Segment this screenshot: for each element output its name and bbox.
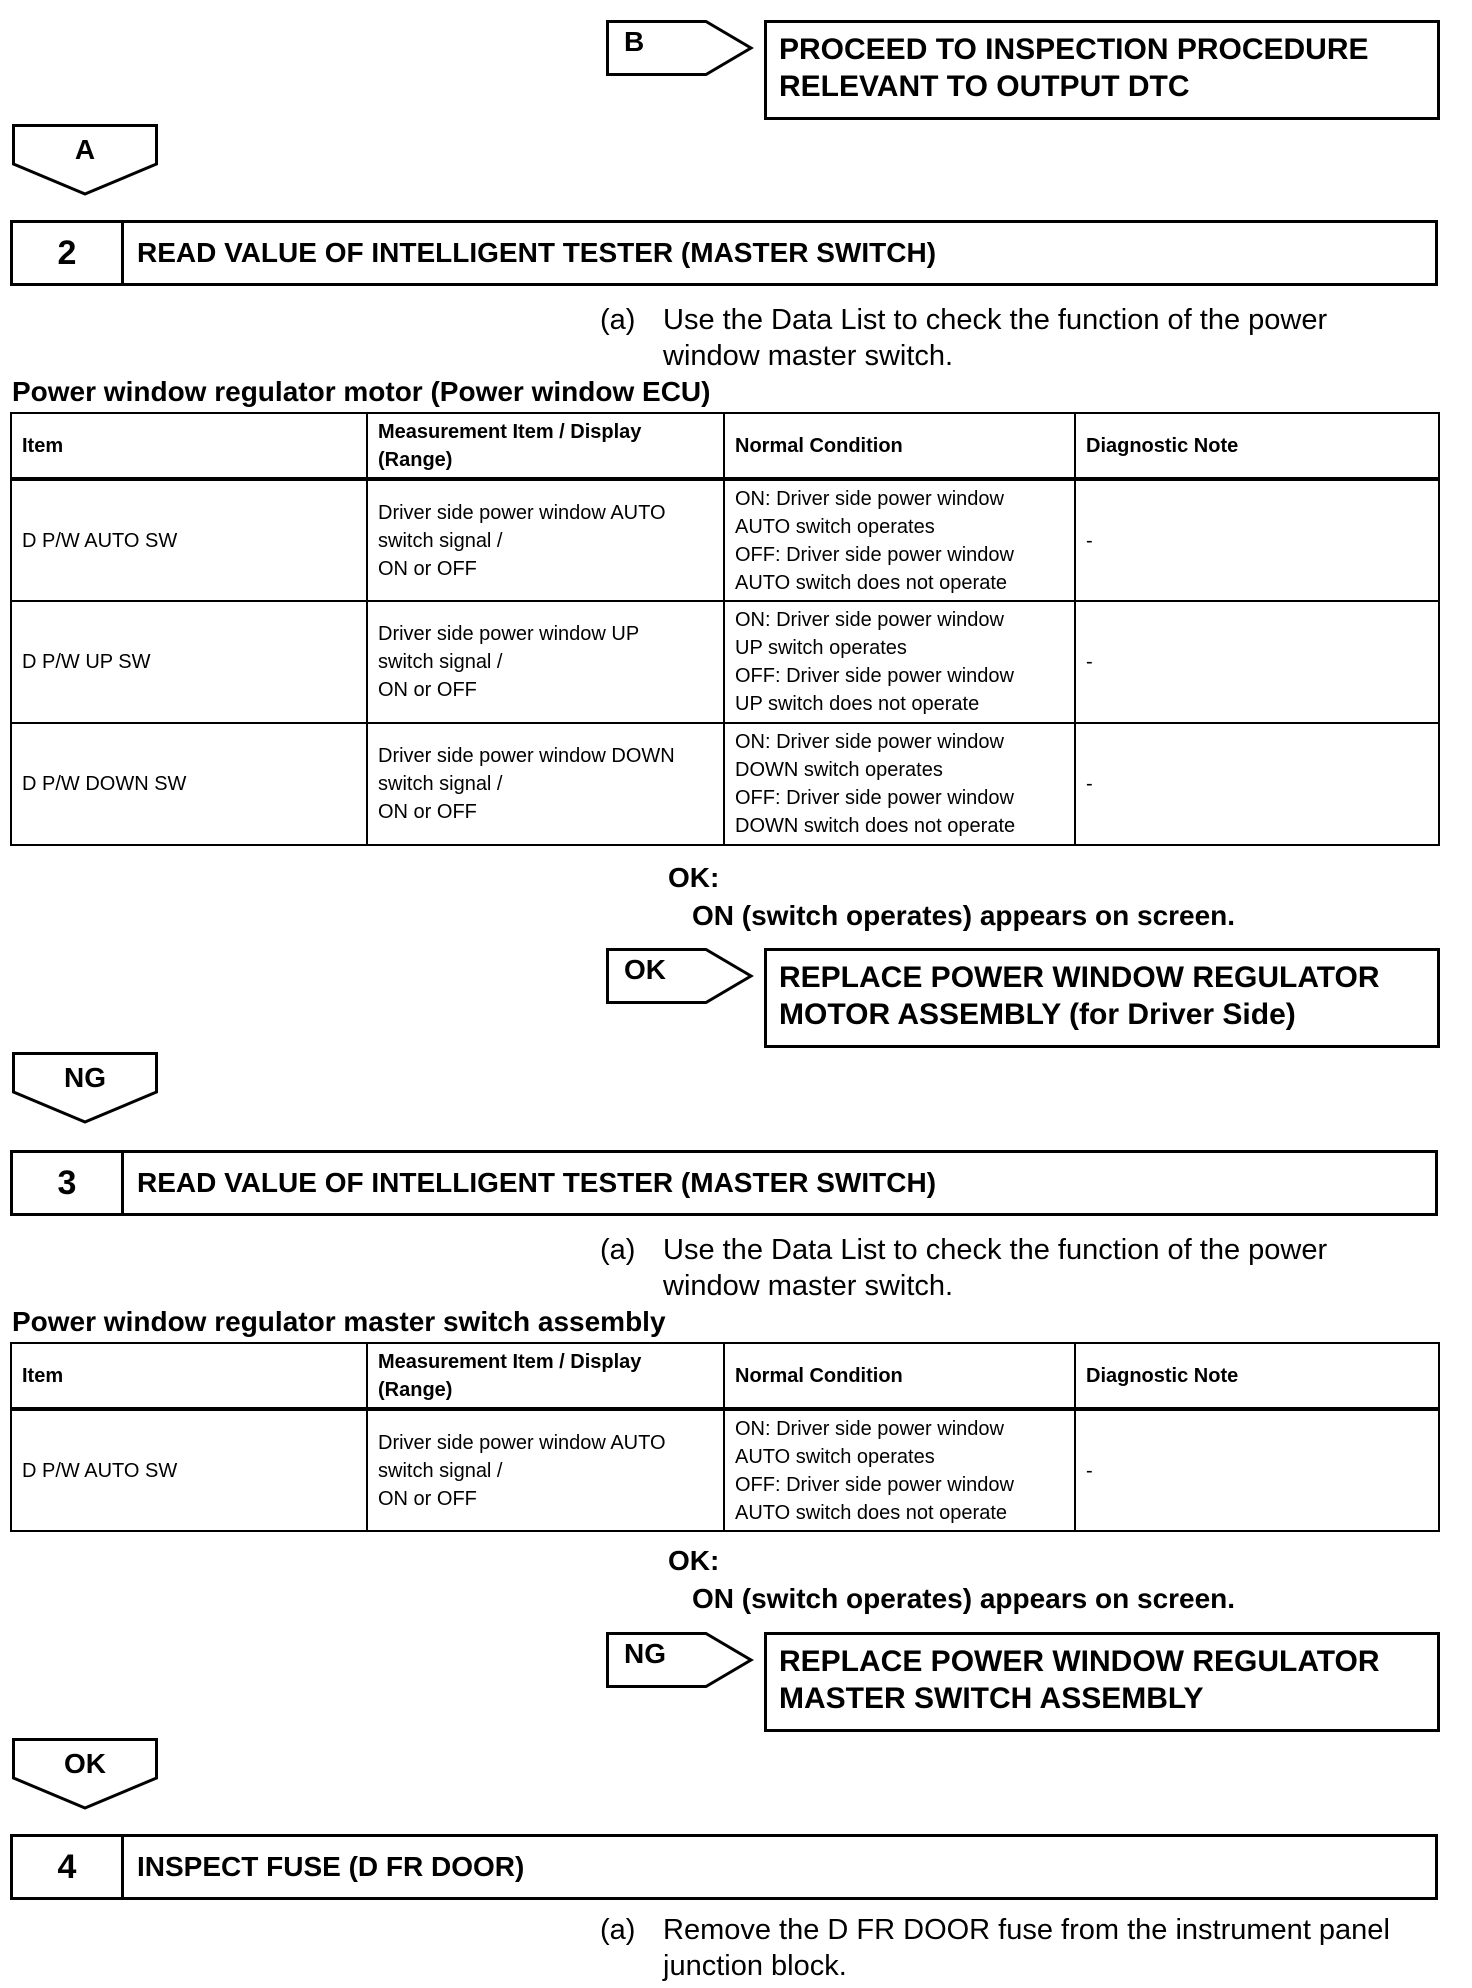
col-header-diagnostic-note: Diagnostic Note bbox=[1075, 1343, 1439, 1409]
proceed-result-box bbox=[764, 20, 1440, 120]
table-row bbox=[11, 1409, 1439, 1531]
table-row bbox=[11, 723, 1439, 845]
cell-note: - bbox=[1075, 1409, 1439, 1531]
table-row bbox=[11, 601, 1439, 723]
cell-item: D P/W AUTO SW bbox=[11, 479, 367, 601]
instruction-line: junction block. bbox=[663, 1950, 847, 1982]
table-header-row bbox=[11, 413, 1439, 479]
flow-tag-label: A bbox=[74, 134, 96, 165]
instruction-label: (a) bbox=[600, 1234, 636, 1266]
step-number: 4 bbox=[13, 1837, 124, 1897]
cell-measurement: Driver side power window DOWN switch signal / ON or OFF bbox=[367, 723, 724, 845]
replace-motor-result-box bbox=[764, 948, 1440, 1048]
step-2-data-table bbox=[10, 412, 1440, 846]
instruction-label: (a) bbox=[600, 1914, 636, 1946]
instruction-line: window master switch. bbox=[663, 1270, 954, 1302]
flow-tag-label: NG bbox=[624, 1638, 666, 1669]
step-4-header bbox=[10, 1834, 1438, 1900]
flow-tag-label: NG bbox=[64, 1062, 106, 1093]
cell-item: D P/W DOWN SW bbox=[11, 723, 367, 845]
step-3-header bbox=[10, 1150, 1438, 1216]
flow-down-tag-ok bbox=[12, 1738, 158, 1810]
step-2-table-title: Power window regulator motor (Power window ECU) bbox=[12, 376, 711, 407]
table-row bbox=[11, 479, 1439, 601]
result-line: MOTOR ASSEMBLY (for Driver Side) bbox=[779, 998, 1296, 1031]
step-number: 2 bbox=[13, 223, 124, 283]
step-3-ok-heading: OK: bbox=[668, 1545, 720, 1576]
flow-tag-label: B bbox=[624, 26, 645, 57]
flow-tag-label: OK bbox=[64, 1748, 106, 1779]
step-3-ok-text: ON (switch operates) appears on screen. bbox=[692, 1583, 1236, 1614]
flow-tag-ok bbox=[606, 948, 756, 1004]
table-header-row bbox=[11, 1343, 1439, 1409]
step-title: READ VALUE OF INTELLIGENT TESTER (MASTER SWITCH) bbox=[137, 1167, 937, 1198]
cell-condition: ON: Driver side power window DOWN switch operates OFF: Driver side power window DOWN switch does not operate bbox=[724, 723, 1075, 845]
step-3-data-table bbox=[10, 1342, 1440, 1532]
instruction-line: Remove the D FR DOOR fuse from the instrument panel bbox=[663, 1914, 1390, 1946]
cell-measurement: Driver side power window UP switch signal / ON or OFF bbox=[367, 601, 724, 723]
step-2-header bbox=[10, 220, 1438, 286]
col-header-normal-condition: Normal Condition bbox=[724, 1343, 1075, 1409]
cell-note: - bbox=[1075, 601, 1439, 723]
col-header-normal-condition: Normal Condition bbox=[724, 413, 1075, 479]
instruction-line: Use the Data List to check the function of the power bbox=[663, 1234, 1328, 1266]
col-header-item: Item bbox=[11, 413, 367, 479]
cell-item: D P/W AUTO SW bbox=[11, 1409, 367, 1531]
col-header-measurement: Measurement Item / Display (Range) bbox=[367, 413, 724, 479]
result-line: MASTER SWITCH ASSEMBLY bbox=[779, 1682, 1204, 1715]
result-line: REPLACE POWER WINDOW REGULATOR bbox=[779, 1645, 1380, 1678]
instruction-line: window master switch. bbox=[663, 340, 954, 372]
flow-tag-b bbox=[606, 20, 756, 76]
flow-tag-label: OK bbox=[624, 954, 666, 985]
step-number: 3 bbox=[13, 1153, 124, 1213]
step-2-instruction bbox=[600, 302, 1430, 376]
cell-condition: ON: Driver side power window UP switch operates OFF: Driver side power window UP switch does not operate bbox=[724, 601, 1075, 723]
col-header-diagnostic-note: Diagnostic Note bbox=[1075, 413, 1439, 479]
cell-measurement: Driver side power window AUTO switch signal / ON or OFF bbox=[367, 479, 724, 601]
step-2-ok-heading: OK: bbox=[668, 862, 720, 893]
step-2-ok-text: ON (switch operates) appears on screen. bbox=[692, 900, 1236, 931]
flow-down-tag-ng bbox=[12, 1052, 158, 1124]
cell-measurement: Driver side power window AUTO switch signal / ON or OFF bbox=[367, 1409, 724, 1531]
col-header-item: Item bbox=[11, 1343, 367, 1409]
flow-tag-ng bbox=[606, 1632, 756, 1688]
cell-condition: ON: Driver side power window AUTO switch operates OFF: Driver side power window AUTO switch does not operate bbox=[724, 479, 1075, 601]
instruction-label: (a) bbox=[600, 304, 636, 336]
cell-note: - bbox=[1075, 479, 1439, 601]
step-title: READ VALUE OF INTELLIGENT TESTER (MASTER SWITCH) bbox=[137, 237, 937, 268]
replace-master-switch-result-box bbox=[764, 1632, 1440, 1732]
col-header-measurement: Measurement Item / Display (Range) bbox=[367, 1343, 724, 1409]
step-4-instruction bbox=[600, 1912, 1430, 1986]
step-3-table-title: Power window regulator master switch assembly bbox=[12, 1306, 666, 1337]
result-line: RELEVANT TO OUTPUT DTC bbox=[779, 70, 1190, 103]
flow-down-tag-a bbox=[12, 124, 158, 196]
instruction-line: Use the Data List to check the function of the power bbox=[663, 304, 1328, 336]
cell-condition: ON: Driver side power window AUTO switch operates OFF: Driver side power window AUTO switch does not operate bbox=[724, 1409, 1075, 1531]
result-line: PROCEED TO INSPECTION PROCEDURE bbox=[779, 33, 1369, 66]
cell-note: - bbox=[1075, 723, 1439, 845]
step-title: INSPECT FUSE (D FR DOOR) bbox=[137, 1851, 525, 1882]
cell-item: D P/W UP SW bbox=[11, 601, 367, 723]
result-line: REPLACE POWER WINDOW REGULATOR bbox=[779, 961, 1380, 994]
step-3-instruction bbox=[600, 1232, 1430, 1306]
